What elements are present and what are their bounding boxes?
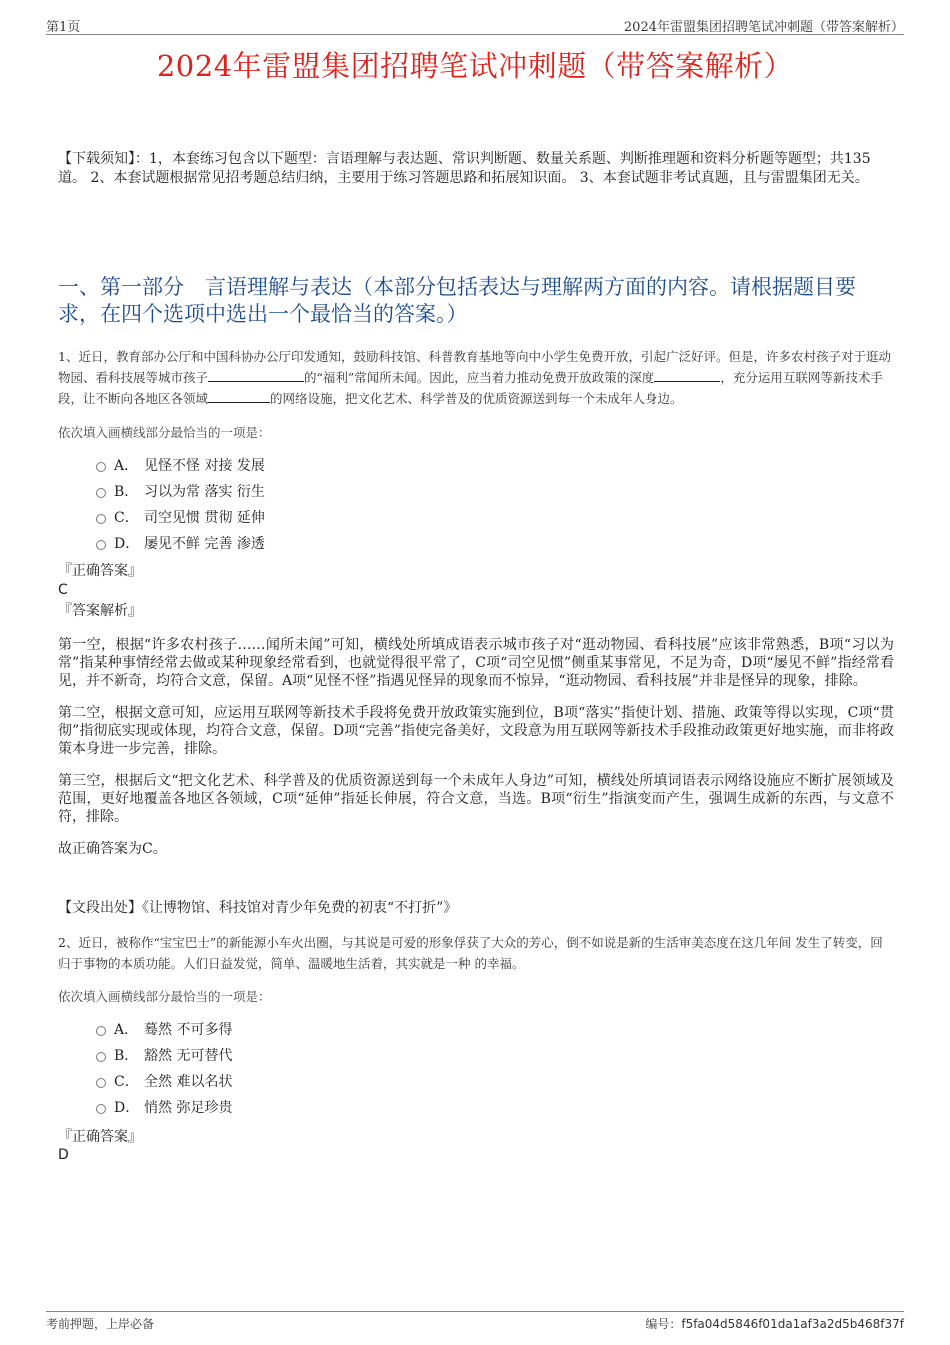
option-a[interactable]: A． 见怪不怪 对接 发展 bbox=[58, 453, 894, 479]
radio-button[interactable] bbox=[96, 1052, 106, 1062]
radio-button[interactable] bbox=[96, 1104, 106, 1114]
radio-button[interactable] bbox=[96, 488, 106, 498]
radio-button[interactable] bbox=[96, 1026, 106, 1036]
question-1-prompt: 依次填入画横线部分最恰当的一项是： bbox=[58, 425, 271, 440]
option-a[interactable]: A． 蓦然 不可多得 bbox=[58, 1017, 894, 1043]
option-c[interactable]: C． 司空见惯 贯彻 延伸 bbox=[58, 505, 894, 531]
question-1 bbox=[58, 346, 894, 409]
header-doc-title: 2024年雷盟集团招聘笔试冲刺题（带答案解析） bbox=[623, 20, 904, 35]
option-d[interactable]: D． 悄然 弥足珍贵 bbox=[58, 1095, 894, 1121]
question-1-options bbox=[58, 453, 894, 557]
radio-button[interactable] bbox=[96, 514, 106, 524]
analysis-paragraph: 第一空，根据“许多农村孩子……闻所未闻”可知，横线处所填成语表示城市孩子对“逛动物园、看科技展”应该非常熟悉，B项“习以为常”指某种事情经常去做或某种现象经常看到，也就觉得很平常了，C项“司空见惯”侧重某事常见，不足为奇，D项“屡见不鲜”指经常看见，并不新奇，均符合文意，保留。A项“见怪不怪”指遇见怪异的现象而不惊异，“逛动物园、看科技展”并非是怪异的现象，排除。 bbox=[58, 637, 894, 689]
analysis-conclusion: 故正确答案为C。 bbox=[58, 841, 167, 857]
page-footer bbox=[46, 1311, 904, 1332]
analysis-paragraph: 第二空，根据文意可知，应运用互联网等新技术手段将免费开放政策实施到位，B项“落实”指使计划、措施、政策等得以实现，C项“贯彻”指彻底实现或体现，均符合文意，保留。D项“完善”指使完备美好，文段意为用互联网等新技术手段推动政策更好地实施，而非将政策本身进一步完善，排除。 bbox=[58, 705, 894, 757]
question-2 bbox=[58, 932, 894, 974]
document-title: 2024年雷盟集团招聘笔试冲刺题（带答案解析） bbox=[156, 49, 794, 83]
option-b[interactable]: B． 豁然 无可替代 bbox=[58, 1043, 894, 1069]
blank-1 bbox=[208, 369, 304, 382]
radio-button[interactable] bbox=[96, 540, 106, 550]
blank-2 bbox=[654, 369, 720, 382]
option-d[interactable]: D． 屡见不鲜 完善 渗透 bbox=[58, 531, 894, 557]
question-2-prompt: 依次填入画横线部分最恰当的一项是： bbox=[58, 989, 271, 1004]
answer-value: C bbox=[58, 582, 68, 598]
passage-source: 【文段出处】《让博物馆、科技馆对青少年免费的初衷“不打折”》 bbox=[58, 900, 458, 916]
page-number: 第1页 bbox=[46, 20, 81, 35]
analysis-label: 『答案解析』 bbox=[58, 603, 142, 619]
analysis-paragraph: 第三空，根据后文“把文化艺术、科学普及的优质资源送到每一个未成年人身边”可知，横线处所填词语表示网络设施应不断扩展领域及范围，更好地覆盖各地区各领域，C项“延伸”指延长伸展，符合文意，当选。B项“衍生”指演变而产生，强调生成新的东西，与文意不符，排除。 bbox=[58, 773, 894, 825]
answer-value: D bbox=[58, 1147, 69, 1163]
question-2-options bbox=[58, 1017, 894, 1121]
document-code: 编号：f5fa04d5846f01da1af3a2d5b468f37f bbox=[645, 1317, 904, 1331]
blank-3 bbox=[208, 390, 270, 403]
radio-button[interactable] bbox=[96, 462, 106, 472]
option-c[interactable]: C． 全然 难以名状 bbox=[58, 1069, 894, 1095]
analysis-body bbox=[58, 636, 894, 872]
question-1-stem: 1、近日，教育部办公厅和中国科协办公厅印发通知，鼓励科技馆、科普教育基地等向中小学生免费开放，引起广泛好评。但是，许多农村孩子对于逛动物园、看科技展等城市孩子 的“福利”常闻所未闻。因此，应当着力推动免费开放政策的深度 ，充分运用互联网等新技术手段，让不断向各地区各领域 的网络设施，把文化艺术、科学普及的优质资源送到每一个未成年人身边。 bbox=[58, 349, 891, 406]
answer-label: 『正确答案』 bbox=[58, 1129, 142, 1145]
footer-slogan: 考前押题，上岸必备 bbox=[46, 1317, 155, 1331]
option-b[interactable]: B． 习以为常 落实 衍生 bbox=[58, 479, 894, 505]
question-2-stem: 2、近日，被称作“宝宝巴士”的新能源小车火出圈，与其说是可爱的形象俘获了大众的芳心，倒不如说是新的生活审美态度在这几年间 发生了转变，回归于事物的本质功能。人们日益发觉，简单、温暖地生活着，其实就是一种 的幸福。 bbox=[58, 935, 883, 971]
answer-label: 『正确答案』 bbox=[58, 563, 142, 579]
download-notice: 【下载须知】：1，本套练习包含以下题型：言语理解与表达题、常识判断题、数量关系题、判断推理题和资料分析题等题型；共135道。 2、本套试题根据常见招考题总结归纳，主要用于练习答题思路和拓展知识面。 3、本套试题非考试真题，且与雷盟集团无关。 bbox=[58, 151, 871, 186]
page-header bbox=[46, 14, 904, 35]
radio-button[interactable] bbox=[96, 1078, 106, 1088]
section-heading: 一、第一部分 言语理解与表达（本部分包括表达与理解两方面的内容。请根据题目要求，在四个选项中选出一个最恰当的答案。） bbox=[58, 275, 856, 326]
